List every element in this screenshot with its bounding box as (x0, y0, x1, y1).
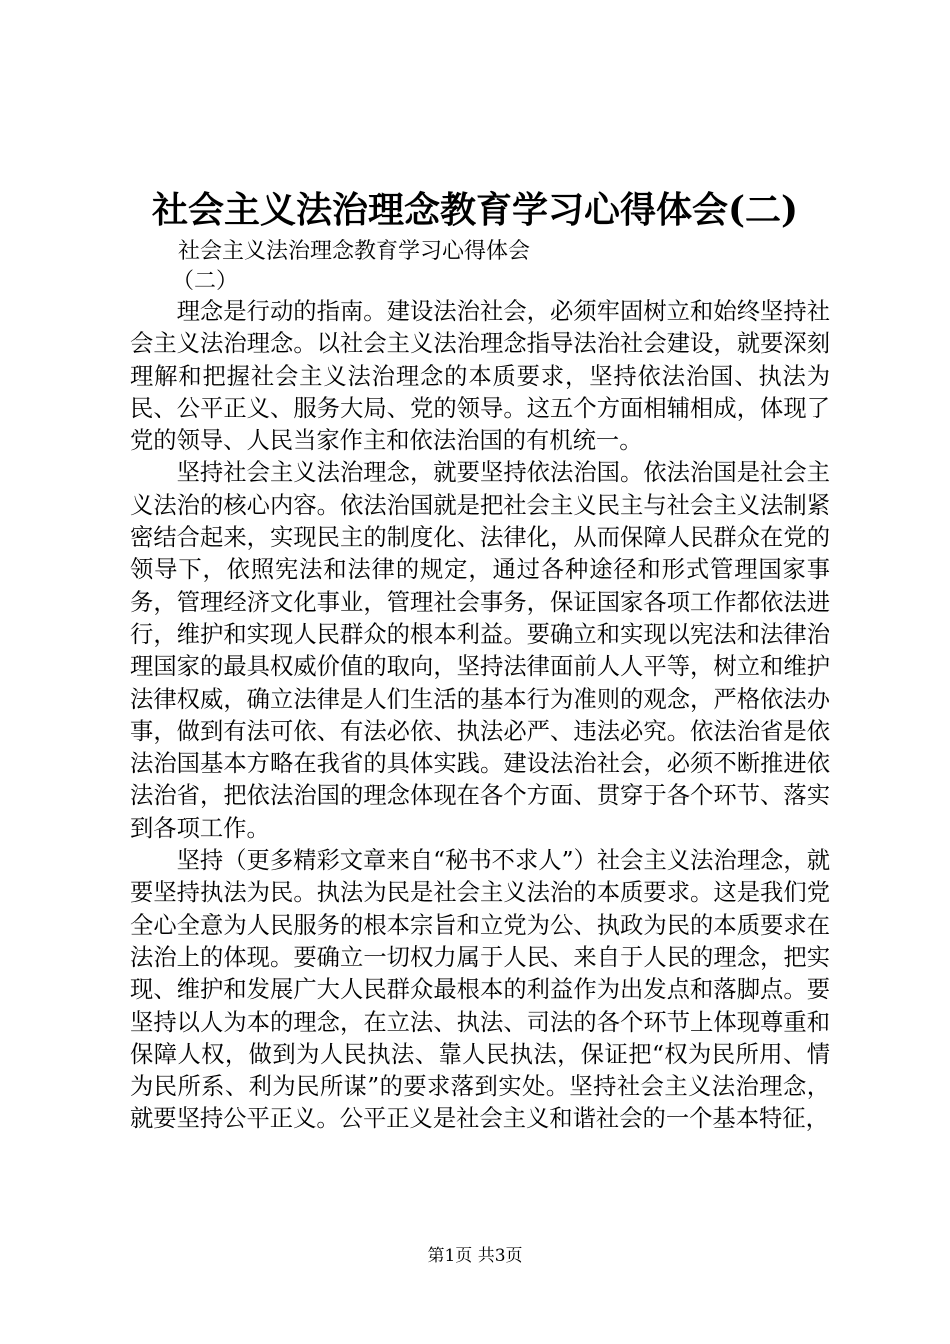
paragraph-3: 坚持（更多精彩文章来自“秘书不求人”）社会主义法治理念，就要坚持执法为民。执法为民是社会主义法治的本质要求。这是我们党全心全意为人民服务的根本宗旨和立党为公、执政为民的本质要求在法治上的体现。要确立一切权力属于人民、来自于人民的理念，把实现、维护和发展广大人民群众最根本的利益作为出发点和落脚点。要坚持以人为本的理念，在立法、执法、司法的各个环节上体现尊重和保障人权，做到为人民执法、靠人民执法，保证把“权为民所用、情为民所系、利为民所谋”的要求落到实处。坚持社会主义法治理念，就要坚持公平正义。公平正义是社会主义和谐社会的一个基本特征， (130, 847, 830, 1133)
paragraph-1: 理念是行动的指南。建设法治社会，必须牢固树立和始终坚持社会主义法治理念。以社会主义法治理念指导法治社会建设，就要深刻理解和把握社会主义法治理念的本质要求，坚持依法治国、执法为民、公平正义、服务大局、党的领导。这五个方面相辅相成，体现了党的领导、人民当家作主和依法治国的有机统一。 (130, 298, 830, 455)
paragraph-2: 坚持社会主义法治理念，就要坚持依法治国。依法治国是社会主义法治的核心内容。依法治国就是把社会主义民主与社会主义法制紧密结合起来，实现民主的制度化、法律化，从而保障人民群众在党的领导下，依照宪法和法律的规定，通过各种途径和形式管理国家事务，管理经济文化事业，管理社会事务，保证国家各项工作都依法进行，维护和实现人民群众的根本利益。要确立和实现以宪法和法律治理国家的最具权威价值的取向，坚持法律面前人人平等，树立和维护法律权威，确立法律是人们生活的基本行为准则的观念，严格依法办事，做到有法可依、有法必依、执法必严、违法必究。依法治省是依法治国基本方略在我省的具体实践。建设法治社会，必须不断推进依法治省，把依法治国的理念体现在各个方面、贯穿于各个环节、落实到各项工作。 (130, 459, 830, 842)
document-title: 社会主义法治理念教育学习心得体会(二) (151, 189, 799, 231)
page-footer: 第1页 共3页 (427, 1246, 523, 1266)
document-subtitle-number: （二） (172, 269, 239, 294)
document-subtitle: 社会主义法治理念教育学习心得体会 (178, 239, 531, 264)
document-body (130, 296, 830, 1136)
